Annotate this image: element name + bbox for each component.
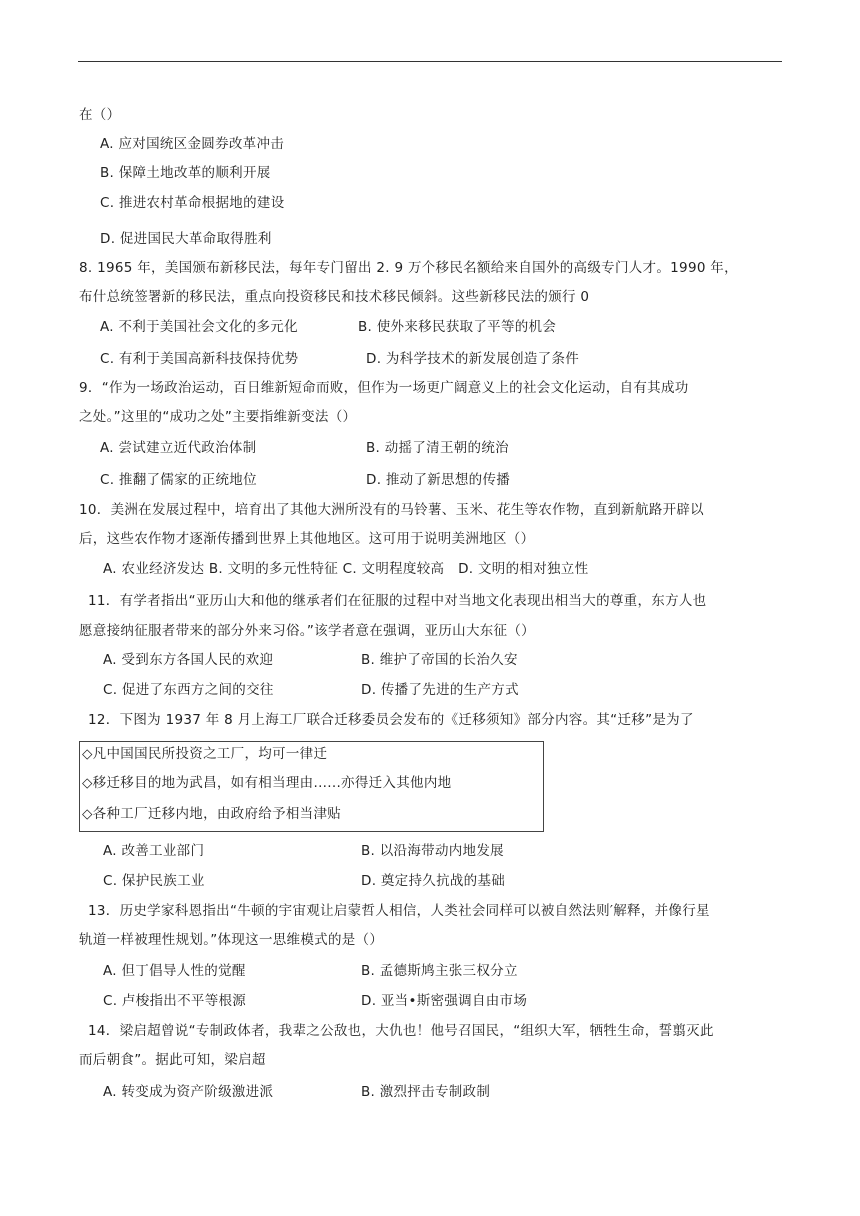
q13-option-c: C. 卢梭指出不平等根源 [103,993,247,1009]
q8-stem-line-2: 布什总统签署新的移民法，重点向投资移民和技术移民倾斜。这些新移民法的颁行 0 [79,289,590,305]
q9-option-a: A. 尝试建立近代政治体制 [100,440,257,456]
q11-stem-line-1: 11．有学者指出“亚历山大和他的继承者们在征服的过程中对当地文化表现出相当大的尊重，东方人也 [88,593,707,609]
q8-option-d: D. 为科学技术的新发展创造了条件 [366,351,580,367]
q14-option-b: B. 激烈抨击专制政制 [361,1084,491,1100]
q11-option-a: A. 受到东方各国人民的欢迎 [103,652,274,668]
q12-notice-line-1: ◇凡中国国民所投资之工厂，均可一律迁 [82,746,328,762]
q11-option-d: D. 传播了先进的生产方式 [361,682,519,698]
q10-options: A. 农业经济发达 B. 文明的多元性特征 C. 文明程度较高 D. 文明的相对独立性 [103,561,589,577]
q12-stem: 12．下图为 1937 年 8 月上海工厂联合迁移委员会发布的《迁移须知》部分内容。其“迁移”是为了 [88,712,694,728]
q7-option-d: D. 促进国民大革命取得胜利 [100,231,272,247]
q8-option-c: C. 有利于美国高新科技保持优势 [100,351,299,367]
q9-stem-line-1: 9．“作为一场政治运动，百日维新短命而败，但作为一场更广阔意义上的社会文化运动，自有其成功 [79,380,689,396]
q9-stem-line-2: 之处。”这里的“成功之处”主要指维新变法（） [79,409,357,425]
q11-option-b: B. 维护了帝国的长治久安 [361,652,518,668]
q9-option-c: C. 推翻了儒家的正统地位 [100,472,257,488]
q7-stem-tail: 在（） [79,107,121,123]
q13-stem-line-2: 轨道一样被理性规划。”体现这一思维模式的是（） [79,932,384,948]
q14-option-a: A. 转变成为资产阶级激进派 [103,1084,274,1100]
q9-option-b: B. 动摇了清王朝的统治 [366,440,509,456]
q7-option-c: C. 推进农村革命根据地的建设 [100,195,285,211]
q13-option-b: B. 孟德斯鸠主张三权分立 [361,963,518,979]
q11-option-c: C. 促进了东西方之间的交往 [103,682,274,698]
q12-notice-line-3: ◇各种工厂迁移内地，由政府给予相当津贴 [82,806,342,822]
q7-option-a: A. 应对国统区金圆券改革冲击 [100,136,285,152]
q8-stem-line-1: 8. 1965 年，美国颁布新移民法，每年专门留出 2. 9 万个移民名额给来自国外的高级专门人才。1990 年， [79,260,738,276]
q12-option-d: D. 奠定持久抗战的基础 [361,873,506,889]
q9-option-d: D. 推动了新思想的传播 [366,472,511,488]
q10-stem-line-1: 10．美洲在发展过程中，培育出了其他大洲所没有的马铃薯、玉米、花生等农作物，直到新航路开辟以 [79,502,704,518]
q12-option-a: A. 改善工业部门 [103,843,205,859]
q7-option-b: B. 保障土地改革的顺利开展 [100,165,271,181]
q11-stem-line-2: 愿意接纳征服者带来的部分外来习俗。”该学者意在强调，亚历山大东征（） [79,623,535,639]
q12-notice-line-2: ◇移迁移目的地为武昌，如有相当理由......亦得迁入其他内地 [82,775,452,791]
q14-stem-line-2: 而后朝食”。据此可知，梁启超 [79,1052,266,1068]
q13-stem-line-1: 13．历史学家科恩指出“牛顿的宇宙观让启蒙哲人相信，人类社会同样可以被自然法则′解释，并像行星 [88,903,710,919]
q12-option-c: C. 保护民族工业 [103,873,205,889]
q8-option-b: B. 使外来移民获取了平等的机会 [358,319,557,335]
q13-option-a: A. 但丁倡导人性的觉醒 [103,963,246,979]
q13-option-d: D. 亚当•斯密强调自由市场 [361,993,528,1009]
q12-option-b: B. 以沿海带动内地发展 [361,843,504,859]
q10-stem-line-2: 后，这些农作物才逐渐传播到世界上其他地区。这可用于说明美洲地区（） [79,531,535,547]
q14-stem-line-1: 14．梁启超曾说“专制政体者，我辈之公敌也，大仇也！他号召国民，“组织大军，牺牲生命，誓翦灭此 [88,1023,714,1039]
header-rule [78,61,782,62]
q8-option-a: A. 不利于美国社会文化的多元化 [100,319,298,335]
